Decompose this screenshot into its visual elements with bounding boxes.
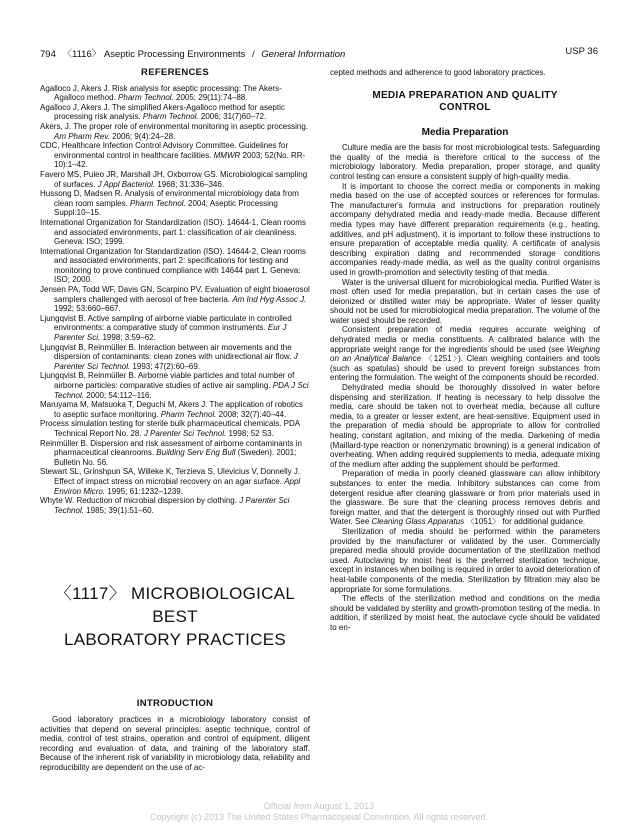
text-run: 〈1051〉 for additional guidance. <box>464 517 586 527</box>
paragraph <box>330 469 600 527</box>
right-column <box>330 68 600 632</box>
reference-text: International Organization for Standardization (ISO). 14644-2, Clean rooms and associated environments, part 2: specifications for testing and monitoring to prove continued compliance with 14644 part 1. Geneva: ISO; 2000. <box>40 246 306 285</box>
journal-name: Pharm Technol. <box>142 112 199 122</box>
reference-text: International Organization for Standardization (ISO). 14644-1, Clean rooms and associated environments, part 1: classification of air cleanliness. Geneva: ISO; 1999. <box>40 217 306 247</box>
reference-text: CDC, Healthcare Infection Control Advisory Committee. Guidelines for environmental control in healthcare facilities. <box>40 141 289 160</box>
section-title: 〈1116〉 Aseptic Processing Environments <box>62 49 246 60</box>
reference-list <box>40 84 310 516</box>
reference-text: Agalloco J, Akers J. The simplified Akers-Agalloco method for aseptic processing risk analysis. <box>40 102 285 122</box>
reference-entry <box>40 189 310 218</box>
reference-text: (Sweden). 2001; Bulletin No. 56. <box>54 448 297 467</box>
reference-text: 1993; 47(2):60–69. <box>130 361 201 371</box>
chapter-title-line1: 〈1117〉 MICROBIOLOGICAL BEST <box>54 584 296 627</box>
reference-text: 1995; 61:1232–1239. <box>105 486 183 496</box>
reference-text: 2000; 54:112–116. <box>83 390 152 400</box>
journal-name: Appl Environ Micro. <box>54 476 301 496</box>
reference-text: Agalloco J, Akers J. Risk analysis for aseptic processing: The Akers-Agalloco method. <box>40 83 282 103</box>
reference-entry <box>40 285 310 314</box>
reference-text: Akers, J. The proper role of environmental monitoring in aseptic processing. <box>40 121 308 131</box>
reference-entry <box>40 141 310 170</box>
paragraph: The effects of the sterilization method and conditions on the media should be validated by sterility and growth-promotion testing of the media. In addition, if sterilized by moist heat, the autoclave cycle should be validated to en- <box>330 594 600 632</box>
journal-name: Am Pharm Rev. <box>54 131 110 141</box>
reference-text: Whyte W. Reduction of microbial dispersion by clothing. <box>40 496 240 506</box>
cross-reference: Cleaning Glass Apparatus <box>371 517 465 527</box>
journal-name: Building Serv Eng Bull <box>156 448 236 458</box>
media-heading-line2: CONTROL <box>439 101 491 113</box>
left-column <box>40 68 310 772</box>
reference-text: 2003; 52(No. RR-10):1–42. <box>54 150 306 170</box>
reference-entry <box>40 400 310 419</box>
journal-name: PDA J Sci Technol. <box>54 381 309 400</box>
text-run: Consistent preparation of media requires accurate weighing of dehydrated media or media constituents. A calibrated balance with the appropriate weight range for the ingredients should be used (see <box>330 325 600 354</box>
continuation-paragraph: cepted methods and adherence to good laboratory practices. <box>330 68 546 77</box>
journal-name: J Parenter Sci Technol. <box>54 352 298 371</box>
reference-text: 2004; Aseptic Processing Suppl:10–15. <box>54 198 278 218</box>
reference-text: Ljungqvist B, Reinmüller B. Airborne viable particles and total number of airborne particles: comparative studies of active air sampling. <box>40 371 295 390</box>
reference-entry <box>40 218 310 247</box>
page-header <box>40 46 598 60</box>
reference-entry <box>40 314 310 343</box>
reference-entry <box>40 439 310 468</box>
reference-text: 2006; 9(4):24–28. <box>109 131 176 141</box>
reference-text: 1998; 3:59–62. <box>100 333 156 343</box>
media-heading-line1: MEDIA PREPARATION AND QUALITY <box>372 89 558 101</box>
journal-name: Eur J Parenter Sci. <box>54 323 287 343</box>
reference-text: Reinmüller B. Dispersion and risk assessment of airborne contaminants in pharmaceutical cleanrooms. <box>40 438 302 458</box>
journal-name: Am Ind Hyg Assoc J. <box>232 294 307 304</box>
reference-text: Hussong D, Madsen R. Analysis of environmental microbiology data from clean room samples. <box>40 189 299 208</box>
reference-text: 1998; 52 S3. <box>226 428 274 438</box>
reference-text: 2006; 31(7)60–72. <box>198 112 267 122</box>
paragraph: Culture media are the basis for most microbiological tests. Safeguarding the quality of the media is therefore critical to the success of the microbiology laboratory. Media preparation, proper storage, and quality control testing can ensure a consistent supply of high-quality media. <box>330 143 600 181</box>
journal-name: Pharm Technol. <box>160 409 217 419</box>
paragraph: It is important to choose the correct media or components in making media based on the use of accepted sources or references for formulas. The manufacturer's formula and instructions for preparation routinely accompany dehydrated media and ready-made media. Because different media types may have different preparation requirements (e.g., heating, additives, and pH adjustment), it is important to follow these instructions to ensure preparation of acceptable media quality. A certificate of analysis describing expiration dating and recommended storage conditions accompanies ready-made media, as well as the quality control organisms used in growth-promotion and selectivity testing of that media. <box>330 181 600 277</box>
category-label: General Information <box>261 49 346 60</box>
reference-entry <box>40 247 310 285</box>
journal-name: J Parenter Sci Technol. <box>54 496 290 515</box>
reference-entry <box>40 467 310 496</box>
reference-entry <box>40 103 310 122</box>
journal-name: J Parenter Sci Technol. <box>143 428 227 438</box>
media-preparation-subheading: Media Preparation <box>421 126 509 138</box>
page-number: 794 <box>40 49 56 60</box>
cross-reference: Weighing on an Analytical Balance <box>330 344 600 364</box>
running-head <box>40 46 345 60</box>
reference-text: Stewart SL, Grinshpun SA, Willeke K, Terzieva S, Ulevicius V, Donnelly J. Effect of impact stress on microbial recovery on an agar surface. <box>40 467 301 486</box>
media-section-heading <box>330 90 600 114</box>
references-heading: REFERENCES <box>141 67 209 78</box>
copyright-watermark <box>0 801 638 823</box>
reference-entry <box>40 84 310 103</box>
introduction-paragraph: Good laboratory practices in a microbiology laboratory consist of activities that depend on several principles: aseptic technique, control of media, control of test strains, operation and control of equipment, diligent recording and evaluation of data, and training of the laboratory staff. Because of the inherent risk of variability in microbiology data, reliability and reproducibility are dependent on the use of ac- <box>40 714 310 772</box>
edition-label: USP 36 <box>565 46 598 57</box>
chapter-title-line2: LABORATORY PRACTICES <box>63 630 287 650</box>
reference-text: Favero MS, Puleo JR, Marshall JH, Oxborrow GS. Microbiological sampling of surfaces. <box>40 169 308 189</box>
reference-entry <box>40 343 310 372</box>
reference-text: Jensen PA, Todd WF, Davis GN, Scarpino PV. Evaluation of eight bioaerosol samplers challenged with aerosol of free bacteria. <box>40 285 310 304</box>
journal-name: MMWR <box>213 150 241 160</box>
watermark-line2: Copyright (c) 2013 The United States Pharmacopeial Convention. All rights reserved. <box>149 812 488 822</box>
reference-entry <box>40 371 310 400</box>
text-run: Preparation of media in poorly cleaned glassware can allow inhibitory substances to enter the media. Inhibitory substances can come from detergent residue after cleaning glassware or from prior materials used in the glassware. Be sure that the cleaning process removes debris and foreign matter, and that the detergent is thoroughly rinsed out with Purified Water. See <box>330 469 600 527</box>
reference-text: Maruyama M, Matsuoka T, Deguchi M, Akers J. The application of robotics to aseptic surface monitoring. <box>40 400 303 419</box>
reference-text: 2008; 32(7):40–44. <box>216 409 287 419</box>
reference-text: Process simulation testing for sterile bulk pharmaceutical chemicals. PDA Technical Report No. 28. <box>40 419 300 438</box>
introduction-heading: INTRODUCTION <box>136 698 214 710</box>
reference-entry <box>40 170 310 189</box>
reference-text: 2005; 29(11):74–88. <box>173 93 248 103</box>
paragraph <box>330 325 600 383</box>
reference-text: 1985; 39(1):51–60. <box>83 505 154 515</box>
paragraph: Sterilization of media should be performed within the parameters provided by the manufacturer or validated by the user. Commercially prepared media should provide documentation of the sterilization method used. Autoclaving by moist heat is the preferred sterilization technique, except in instances when boiling is required in order to avoid deterioration of heat-labile components of the media. Sterilization by filtration may also be appropriate for some formulations. <box>330 526 600 594</box>
reference-entry <box>40 496 310 515</box>
reference-text: Ljungqvist B, Reinmüller B. Interaction between air movements and the dispersion of contaminants: clean zones with unidirectional air flow. <box>40 342 294 362</box>
watermark-line1: Official from August 1, 2013 <box>263 801 375 811</box>
journal-name: Pharm Technol. <box>130 198 186 208</box>
reference-entry <box>40 122 310 141</box>
journal-name: Pharm Technol. <box>118 93 174 103</box>
reference-text: 1992; 53:660–667. <box>54 304 121 314</box>
paragraph: Water is the universal diluent for microbiological media. Purified Water is most often used for media preparation, but in certain cases the use of deionized or distilled water may be appropriate. Water of lesser quality should not be used for microbiological media preparation. The volume of the water used should be recorded. <box>330 277 600 325</box>
chapter-title <box>40 582 310 651</box>
reference-text: Ljungqvist B. Active sampling of airborne viable particulate in controlled environments: a comparative study of common instruments. <box>40 313 292 333</box>
reference-text: 1968; 31:336–346. <box>155 179 225 189</box>
reference-entry <box>40 419 310 438</box>
paragraph: Dehydrated media should be thoroughly dissolved in water before dispensing and sterilization. If heating is necessary to help dissolve the media, care should be taken not to overheat media, because all culture media, to a greater or lesser extent, are heat-sensitive. Equipment used in the preparation of media should be appropriate to allow for controlled heating, constant agitation, and mixing of the media. Darkening of media (Maillard-type reaction or nonenzymatic browning) is a general indication of overheating. When adding required supplements to media, adequate mixing of the medium after adding the supplement should be performed. <box>330 383 600 469</box>
header-slash: / <box>252 49 255 60</box>
text-run: 〈1251〉). Clean weighing containers and tools (such as spatulas) should be used to prevent foreign substances from entering the formulation. The weight of the components should be recorded. <box>330 354 600 383</box>
journal-name: J Appl Bacteriol. <box>97 179 156 189</box>
